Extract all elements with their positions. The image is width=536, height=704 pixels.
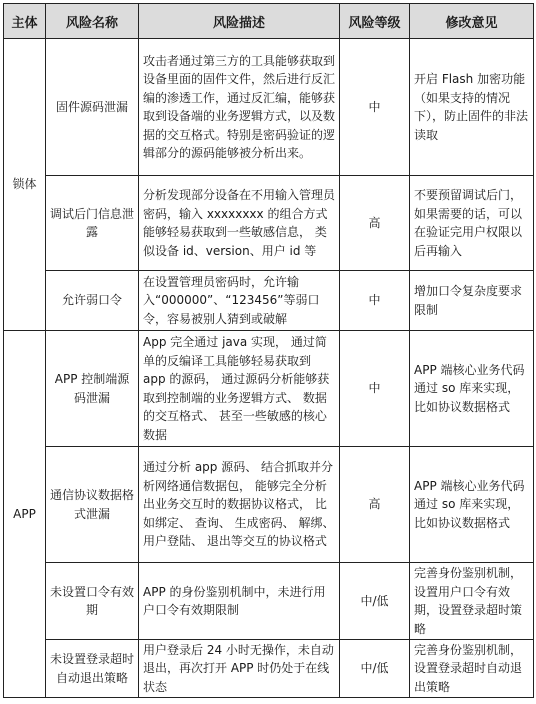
risk-name-cell: APP 控制端源码泄漏 — [46, 331, 139, 447]
risk-description-cell: APP 的身份鉴别机制中，未进行用户口令有效期限制 — [139, 563, 340, 640]
risk-level-cell: 高 — [340, 176, 410, 271]
risk-level-cell: 高 — [340, 447, 410, 563]
risk-level-cell: 中 — [340, 39, 410, 176]
advice-cell: APP 端核心业务代码通过 so 库来实现，比如协议数据格式 — [410, 447, 534, 563]
risk-description-cell: 用户登录后 24 小时无操作，未自动退出，再次打开 APP 时仍处于在线状态 — [139, 640, 340, 698]
table-row — [4, 447, 534, 563]
subject-cell: 锁体 — [4, 39, 46, 331]
risk-description-cell: 在设置管理员密码时，允许输入“000000”、“123456”等弱口令，容易被别人猜到或破解 — [139, 271, 340, 331]
header-risk-name: 风险名称 — [46, 4, 139, 39]
subject-cell: APP — [4, 331, 46, 698]
table-row — [4, 176, 534, 271]
risk-level-cell: 中 — [340, 331, 410, 447]
risk-name-cell: 通信协议数据格式泄漏 — [46, 447, 139, 563]
risk-name-cell: 未设置口令有效期 — [46, 563, 139, 640]
risk-name-cell: 未设置登录超时自动退出策略 — [46, 640, 139, 698]
risk-name-cell: 固件源码泄漏 — [46, 39, 139, 176]
risk-description-cell: App 完全通过 java 实现， 通过简单的反编译工具能够轻易获取到 app 的源码， 通过源码分析能够获取到控制端的业务逻辑方式、 数据的交互格式、 甚至一些敏感的核心数据 — [139, 331, 340, 447]
table-row — [4, 271, 534, 331]
header-risk-level: 风险等级 — [340, 4, 410, 39]
risk-name-cell: 调试后门信息泄露 — [46, 176, 139, 271]
risk-level-cell: 中/低 — [340, 563, 410, 640]
risk-assessment-table — [3, 3, 534, 698]
header-risk-description: 风险描述 — [139, 4, 340, 39]
table-header-row — [4, 4, 534, 39]
advice-cell: 不要预留调试后门，如果需要的话，可以在验证完用户权限以后再输入 — [410, 176, 534, 271]
risk-description-cell: 分析发现部分设备在不用输入管理员密码，输入 xxxxxxxx 的组合方式能够轻易获取到一些敏感信息， 类似设备 id、version、用户 id 等 — [139, 176, 340, 271]
risk-description-cell: 通过分析 app 源码、 结合抓取并分析网络通信数据包， 能够完全分析出业务交互时的数据协议格式， 比如绑定、 查询、 生成密码、 解绑、用户登陆、 退出等交互的协议格式 — [139, 447, 340, 563]
table-row — [4, 563, 534, 640]
risk-level-cell: 中 — [340, 271, 410, 331]
advice-cell: APP 端核心业务代码通过 so 库来实现，比如协议数据格式 — [410, 331, 534, 447]
header-advice: 修改意见 — [410, 4, 534, 39]
advice-cell: 开启 Flash 加密功能（如果支持的情况下），防止固件的非法读取 — [410, 39, 534, 176]
table-row — [4, 39, 534, 176]
advice-cell: 完善身份鉴别机制，设置用户口令有效期，设置登录超时策略 — [410, 563, 534, 640]
risk-description-cell: 攻击者通过第三方的工具能够获取到设备里面的固件文件，然后进行反汇编的渗透工作，通过反汇编，能够获取到设备端的业务逻辑方式，以及数据的交互格式。特别是密码验证的逻辑部分的源码能够被分析出来。 — [139, 39, 340, 176]
table-row — [4, 640, 534, 698]
advice-cell: 完善身份鉴别机制，设置登录超时自动退出策略 — [410, 640, 534, 698]
header-subject: 主体 — [4, 4, 46, 39]
advice-cell: 增加口令复杂度要求限制 — [410, 271, 534, 331]
risk-level-cell: 中/低 — [340, 640, 410, 698]
table-row — [4, 331, 534, 447]
risk-name-cell: 允许弱口令 — [46, 271, 139, 331]
